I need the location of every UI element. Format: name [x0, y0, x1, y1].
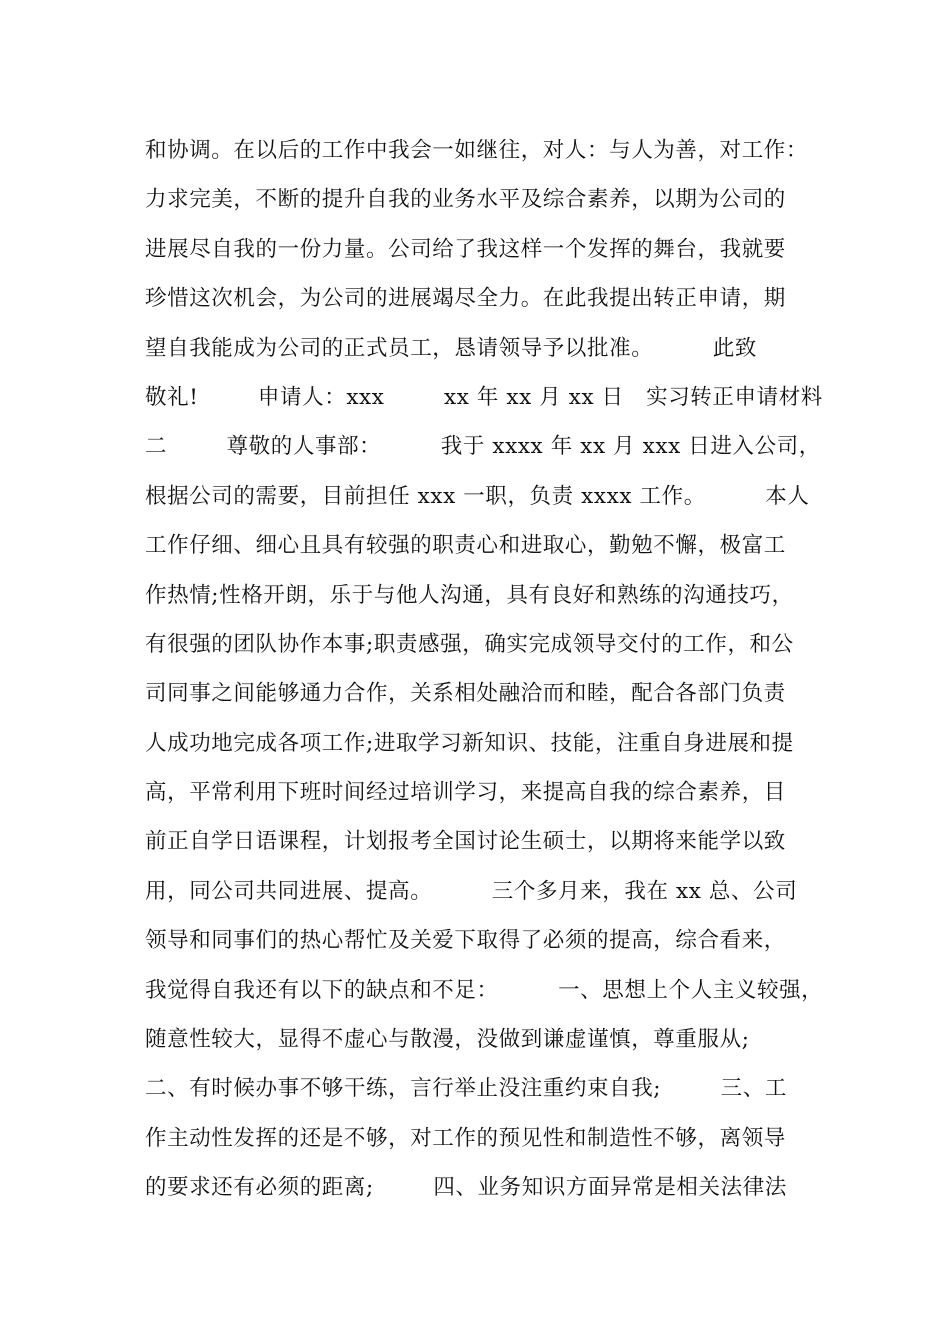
text-line: 用，同公司共同进展、提高。 三个多月来，我在 xx 总、公司 — [145, 878, 798, 904]
text-line: 敬礼! 申请人：xxx xx 年 xx 月 xx 日 实习转正申请材料 — [145, 384, 823, 410]
text-line: 二 尊敬的人事部： 我于 xxxx 年 xx 月 xxx 日进入公司， — [145, 434, 821, 460]
text-line: 司同事之间能够通力合作，关系相处融洽而和睦，配合各部门负责 — [145, 681, 786, 707]
text-line: 和协调。在以后的工作中我会一如继往，对人：与人为善，对工作： — [145, 138, 809, 163]
text-line: 根据公司的需要，目前担任 xxx 一职，负责 xxxx 工作。 本人 — [145, 483, 810, 509]
text-line: 的要求还有必须的距离; 四、业务知识方面异常是相关法律法 — [145, 1175, 787, 1201]
body-text — [145, 126, 835, 1213]
text-line: 有很强的团队协作本事;职责感强，确实完成领导交付的工作，和公 — [145, 631, 794, 657]
text-line: 我觉得自我还有以下的缺点和不足： 一、思想上个人主义较强， — [145, 977, 824, 1003]
text-line: 高，平常利用下班时间经过培训学习，来提高自我的综合素养，目 — [145, 780, 786, 806]
text-line: 力求完美，不断的提升自我的业务水平及综合素养，以期为公司的 — [145, 187, 786, 213]
text-line: 作主动性发挥的还是不够，对工作的预见性和制造性不够，离领导 — [145, 1125, 786, 1151]
text-line: 领导和同事们的热心帮忙及关爱下取得了必须的提高，综合看来， — [145, 928, 786, 954]
text-line: 前正自学日语课程，计划报考全国讨论生硕士，以期将来能学以致 — [145, 829, 786, 855]
text-line: 随意性较大，显得不虚心与散漫，没做到谦虚谨慎，尊重服从; — [145, 1027, 750, 1053]
text-line: 二、有时候办事不够干练，言行举止没注重约束自我; 三、工 — [145, 1076, 787, 1102]
text-line: 进展尽自我的一份力量。公司给了我这样一个发挥的舞台，我就要 — [145, 236, 786, 262]
text-line: 珍惜这次机会，为公司的进展竭尽全力。在此我提出转正申请，期 — [145, 286, 786, 312]
text-line: 望自我能成为公司的正式员工，恳请领导予以批准。 此致 — [145, 335, 757, 361]
text-line: 人成功地完成各项工作;进取学习新知识、技能，注重自身进展和提 — [145, 730, 794, 756]
text-line: 作热情;性格开朗，乐于与他人沟通，具有良好和熟练的沟通技巧， — [145, 582, 794, 608]
text-line: 工作仔细、细心且具有较强的职责心和进取心，勤勉不懈，极富工 — [145, 533, 786, 559]
